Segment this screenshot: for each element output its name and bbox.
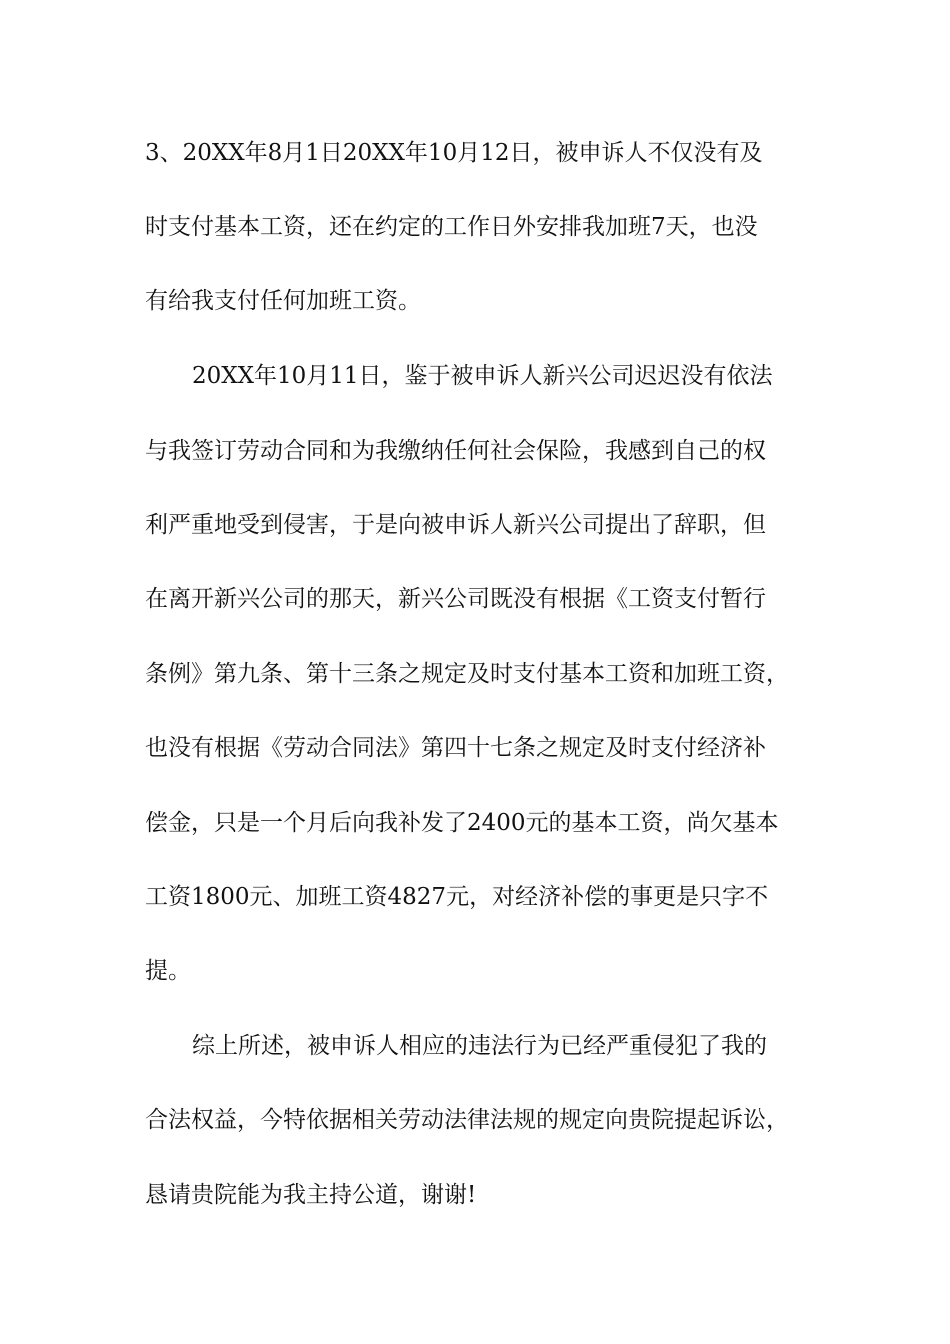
line-text: 也没有根据《劳动合同法》第四十七条之规定及时支付经济补 xyxy=(145,735,766,761)
text-line xyxy=(0,431,950,471)
line-text: 有给我支付任何加班工资。 xyxy=(145,288,421,314)
text-line xyxy=(0,133,950,173)
line-text: 3、20XX年8月1日20XX年10月12日，被申诉人不仅没有及 xyxy=(145,140,763,166)
line-text: 合法权益，今特依据相关劳动法律法规的规定向贵院提起诉讼， xyxy=(145,1107,789,1133)
text-line xyxy=(0,1026,950,1066)
line-text: 提。 xyxy=(145,958,191,984)
text-line xyxy=(0,281,950,321)
text-line xyxy=(0,951,950,991)
line-text: 恳请贵院能为我主持公道，谢谢! xyxy=(145,1182,477,1208)
text-line xyxy=(0,1100,950,1140)
line-text: 综上所述，被申诉人相应的违法行为已经严重侵犯了我的 xyxy=(192,1033,767,1059)
line-text: 时支付基本工资，还在约定的工作日外安排我加班7天，也没 xyxy=(145,214,758,240)
line-text: 偿金，只是一个月后向我补发了2400元的基本工资，尚欠基本 xyxy=(145,810,779,836)
text-line xyxy=(0,207,950,247)
line-text: 工资1800元、加班工资4827元，对经济补偿的事更是只字不 xyxy=(145,884,769,910)
line-text: 与我签订劳动合同和为我缴纳任何社会保险，我感到自己的权 xyxy=(145,438,766,464)
text-line xyxy=(0,654,950,694)
text-line xyxy=(0,579,950,619)
text-line xyxy=(0,505,950,545)
line-text: 利严重地受到侵害，于是向被申诉人新兴公司提出了辞职，但 xyxy=(145,512,766,538)
line-text: 条例》第九条、第十三条之规定及时支付基本工资和加班工资， xyxy=(145,661,789,687)
text-line xyxy=(0,803,950,843)
text-line xyxy=(0,1175,950,1215)
text-line xyxy=(0,877,950,917)
line-text: 在离开新兴公司的那天，新兴公司既没有根据《工资支付暂行 xyxy=(145,586,766,612)
line-text: 20XX年10月11日，鉴于被申诉人新兴公司迟迟没有依法 xyxy=(192,363,773,389)
text-line xyxy=(0,356,950,396)
text-line xyxy=(0,728,950,768)
